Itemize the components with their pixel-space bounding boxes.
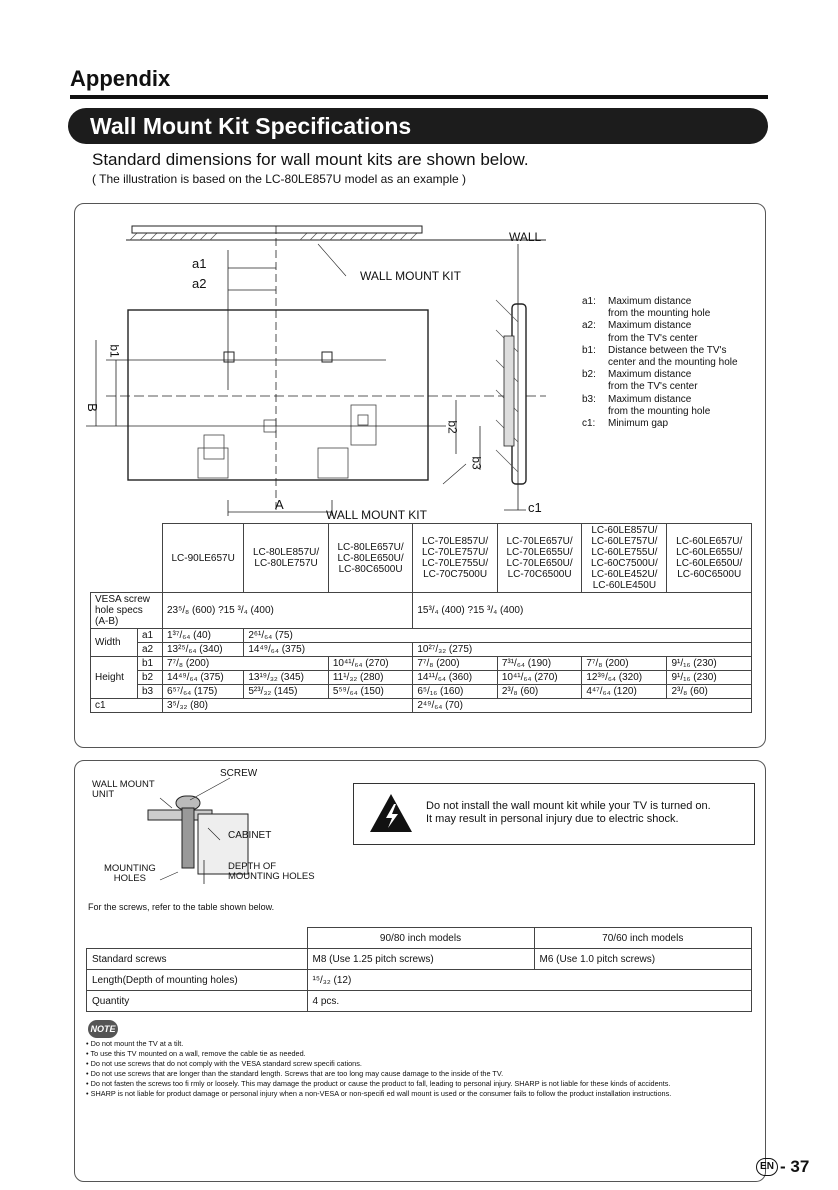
cell: 12³⁹/₆₄ (320): [582, 671, 667, 685]
cell: 10⁴¹/₆₄ (270): [328, 657, 413, 671]
legend-line: center and the mounting hole: [608, 357, 738, 369]
legend-item: [582, 369, 738, 393]
cell: ¹⁵/₃₂ (12): [307, 970, 752, 991]
vesa-value: 15³/₄ (400) ?15 ³/₄ (400): [413, 593, 752, 629]
legend-item: [582, 296, 738, 320]
legend-item: [582, 320, 738, 344]
depth-label: DEPTH OF MOUNTING HOLES: [228, 861, 315, 882]
row-label: Length(Depth of mounting holes): [87, 970, 308, 991]
a2-label: a2: [192, 276, 207, 291]
model-cell: LC-60LE657U/ LC-60LE655U/ LC-60LE650U/ LC-60C6500U: [667, 524, 752, 593]
model-cell: LC-80LE657U/ LC-80LE650U/ LC-80C6500U: [328, 524, 413, 593]
column-header: 90/80 inch models: [307, 928, 534, 949]
screws-note: For the screws, refer to the table shown below.: [88, 902, 275, 912]
cell: 7⁷/₈ (200): [162, 657, 328, 671]
cell: 1³⁷/₆₄ (40): [162, 629, 243, 643]
legend-line: Maximum distance: [608, 320, 692, 332]
screws-table: [86, 927, 752, 1012]
row-key: a1: [138, 629, 163, 643]
cell: 9¹/₁₆ (230): [667, 671, 752, 685]
cell: 2⁶¹/₆₄ (75): [244, 629, 752, 643]
legend-line: Distance between the TV's: [608, 344, 727, 356]
vesa-label: VESA screw hole specs (A-B): [91, 593, 163, 629]
model-cell: LC-60LE857U/ LC-60LE757U/ LC-60LE755U/ LC-60C7500U/ LC-60LE452U/ LC-60LE450U: [582, 524, 667, 593]
cell: 4 pcs.: [307, 991, 752, 1012]
legend-key: b1:: [582, 344, 596, 356]
table-row: [91, 629, 752, 643]
table-row: [91, 524, 752, 593]
title-banner: [68, 108, 768, 144]
legend-desc: [608, 320, 698, 344]
b2-label: b2: [445, 420, 460, 434]
cell: 4⁴⁷/₆₄ (120): [582, 685, 667, 699]
wall-label: WALL: [509, 230, 542, 244]
legend-key: a2:: [582, 320, 596, 332]
legend-key: b2:: [582, 369, 596, 381]
note-item: • Do not use screws that are longer than the standard length. Screws that are too long may cause damage to the inside of the TV.: [86, 1069, 504, 1078]
legend-line: Maximum distance: [608, 369, 692, 381]
spec-table: [90, 523, 752, 713]
cell: 6⁵/₁₆ (160): [413, 685, 498, 699]
legend-item: [582, 394, 738, 418]
legend-line: from the mounting hole: [608, 308, 711, 320]
table-row: [91, 643, 752, 657]
width-label: Width: [91, 629, 138, 657]
cell: 10⁴¹/₆₄ (270): [497, 671, 582, 685]
legend-key: b3:: [582, 393, 596, 405]
table-row: [87, 949, 752, 970]
model-cell: LC-80LE857U/ LC-80LE757U: [244, 524, 329, 593]
legend-desc: [608, 394, 710, 418]
note-item: • Do not fasten the screws too fi rmly or loosely. This may damage the product or cause the product to fall, leading to personal injury. SHARP is not liable for these kinds of accidents.: [86, 1079, 671, 1088]
legend-desc: [608, 345, 738, 369]
cell: 10²⁷/₃₂ (275): [413, 643, 752, 657]
cabinet-label: CABINET: [228, 830, 272, 841]
table-row: [91, 593, 752, 629]
b1-label: b1: [107, 344, 122, 358]
section-title: Appendix: [70, 66, 171, 91]
legend-key: c1:: [582, 418, 596, 430]
table-row: [87, 991, 752, 1012]
table-row: [91, 685, 752, 699]
mount-bar: [132, 226, 422, 233]
table-row: [91, 671, 752, 685]
vesa-value: 23⁵/₈ (600) ?15 ³/₄ (400): [162, 593, 412, 629]
note-item: • Do not use screws that do not comply with the VESA standard screw specifi cations.: [86, 1059, 362, 1068]
height-label: Height: [91, 657, 138, 699]
cell: 3⁵/₃₂ (80): [162, 699, 412, 713]
page-number-text: - 37: [780, 1157, 810, 1176]
row-label: Standard screws: [87, 949, 308, 970]
intro-heading: Standard dimensions for wall mount kits are shown below.: [92, 150, 529, 169]
cell: 5²³/₃₂ (145): [244, 685, 329, 699]
row-key: b1: [138, 657, 163, 671]
a1-label: a1: [192, 256, 207, 271]
model-cell: LC-70LE857U/ LC-70LE757U/ LC-70LE755U/ LC-70C7500U: [413, 524, 498, 593]
A-label: A: [275, 497, 284, 512]
c1-label: c1: [528, 500, 542, 515]
cell: 2⁴⁹/₆₄ (70): [413, 699, 752, 713]
cell: 11¹/₃₂ (280): [328, 671, 413, 685]
wall-mount-diagram: [86, 210, 566, 520]
cell: M6 (Use 1.0 pitch screws): [534, 949, 751, 970]
wall-mount-kit-top-label: WALL MOUNT KIT: [360, 269, 461, 283]
cell: 13²⁵/₆₄ (340): [162, 643, 243, 657]
cell: 2³/₈ (60): [497, 685, 582, 699]
language-badge: EN: [756, 1158, 778, 1176]
legend-key: a1:: [582, 296, 596, 307]
legend-item: [582, 345, 738, 369]
legend-desc: [608, 296, 710, 320]
row-key: b3: [138, 685, 163, 699]
notes-list: [86, 1039, 746, 1099]
table-row: [91, 699, 752, 713]
row-key: a2: [138, 643, 163, 657]
legend-item: [582, 418, 738, 430]
note-item: • Do not mount the TV at a tilt.: [86, 1039, 184, 1048]
table-row: [87, 928, 752, 949]
legend-desc: [608, 369, 698, 393]
legend-line: Maximum distance: [608, 393, 692, 405]
mounting-holes-label: MOUNTING HOLES: [104, 863, 156, 884]
table-row: [91, 657, 752, 671]
note-item: • To use this TV mounted on a wall, remove the cable tie as needed.: [86, 1049, 306, 1058]
model-cell: LC-70LE657U/ LC-70LE655U/ LC-70LE650U/ LC-70C6500U: [497, 524, 582, 593]
electric-shock-warning-icon: [368, 792, 414, 834]
cell: 7⁷/₈ (200): [413, 657, 498, 671]
warning-line: It may result in personal injury due to electric shock.: [426, 813, 679, 825]
note-badge: NOTE: [88, 1020, 118, 1038]
B-label: B: [84, 403, 100, 412]
tv-back: [128, 310, 428, 480]
wall-mount-kit-bottom-label: WALL MOUNT KIT: [326, 508, 427, 522]
b3-label: b3: [469, 456, 484, 470]
screw-label: SCREW: [220, 768, 258, 779]
legend-desc: [608, 418, 668, 430]
header-rule: [70, 95, 768, 99]
cell: 6⁵⁷/₆₄ (175): [162, 685, 243, 699]
column-header: 70/60 inch models: [534, 928, 751, 949]
row-key: b2: [138, 671, 163, 685]
legend-line: Maximum distance: [608, 296, 692, 307]
dimension-legend: [582, 296, 738, 430]
mount-hole: [224, 352, 234, 362]
row-label: Quantity: [87, 991, 308, 1012]
legend-line: from the mounting hole: [608, 405, 711, 417]
warning-box: [353, 783, 755, 845]
cell: M8 (Use 1.25 pitch screws): [307, 949, 534, 970]
note-item: • SHARP is not liable for product damage or personal injury when a non-VESA or non-specifi ed wall mount is used or the consumer fails to follow the product installation instructions.: [86, 1089, 672, 1098]
legend-line: from the TV's center: [608, 332, 698, 344]
wall-mount-unit-label: WALL MOUNT UNIT: [92, 779, 155, 800]
screw-shaft: [182, 808, 194, 868]
legend-line: Minimum gap: [608, 418, 669, 430]
table-row: [87, 970, 752, 991]
legend-line: from the TV's center: [608, 381, 698, 393]
model-cell: LC-90LE657U: [162, 524, 243, 593]
cell: 2³/₈ (60): [667, 685, 752, 699]
cell: 7⁷/₈ (200): [582, 657, 667, 671]
cell: 5⁵⁹/₆₄ (150): [328, 685, 413, 699]
cell: 9¹/₁₆ (230): [667, 657, 752, 671]
page-number: [756, 1157, 809, 1177]
cell: 7³¹/₆₄ (190): [497, 657, 582, 671]
mount-hole: [322, 352, 332, 362]
cell: 14¹¹/₆₄ (360): [413, 671, 498, 685]
cell: 14⁴⁹/₆₄ (375): [244, 643, 413, 657]
page-title: Wall Mount Kit Specifications: [90, 113, 412, 139]
intro-note: ( The illustration is based on the LC-80LE857U model as an example ): [92, 172, 466, 186]
cell: 14⁴⁹/₆₄ (375): [162, 671, 243, 685]
c1-row-label: c1: [91, 699, 163, 713]
cell: 13¹⁹/₃₂ (345): [244, 671, 329, 685]
warning-line: Do not install the wall mount kit while your TV is turned on.: [426, 800, 711, 812]
